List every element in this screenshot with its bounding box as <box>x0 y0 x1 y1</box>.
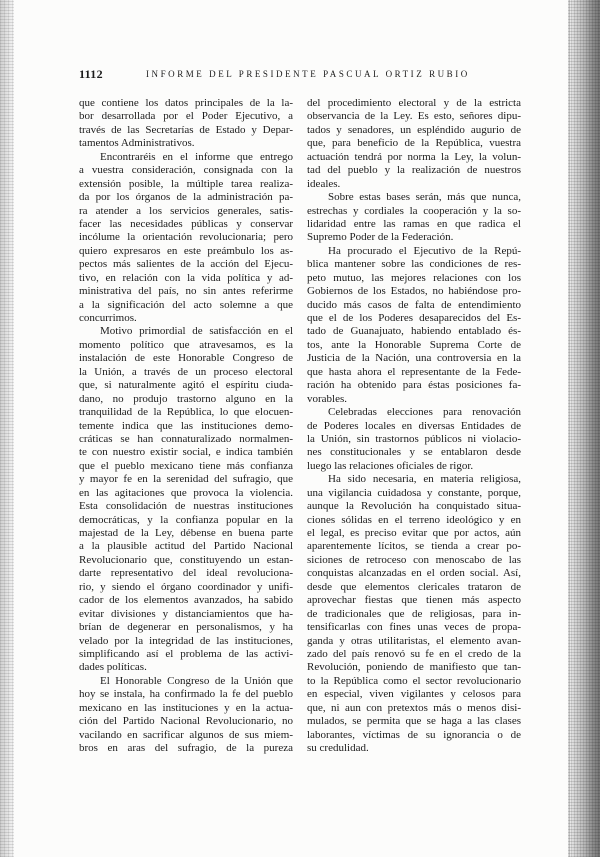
text-line: Esta consolidación de nuestras instituciones <box>79 500 293 513</box>
text-line: quiero expresaros en este preámbulo los as- <box>79 244 293 257</box>
text-line: tados y senadores, un espléndido augurio de <box>307 123 521 136</box>
text-line: evitar divisiones y distanciamientos que ha- <box>79 607 293 620</box>
text-line: de tradicionales que de religiosas, para in- <box>307 607 521 620</box>
text-line: actuación tendrá por norma la Ley, la volun- <box>307 150 521 163</box>
text-line: momento político que atravesamos, es la <box>79 338 293 351</box>
text-line: a la plausible actitud del Partido Nacional <box>79 540 293 553</box>
text-line: que el pueblo mexicano tiene más confianza <box>79 459 293 472</box>
text-line: ciones sólidas en el terreno ideológico y en <box>307 513 521 526</box>
text-line: blica mantener sobre las condiciones de res- <box>307 258 521 271</box>
text-line: majestad de la Ley, débense en buena parte <box>79 527 293 539</box>
text-line: incólume la orientación revolucionaria; pero <box>79 231 293 244</box>
text-line: tado de Guanajuato, habiendo entablado és- <box>307 325 521 338</box>
text-line: ideales. <box>307 177 341 190</box>
paragraph <box>307 97 521 191</box>
text-line: estrechas y cordiales la cooperación y la so- <box>307 204 521 217</box>
text-line: te con nuestro existir social, e indica también <box>79 446 293 459</box>
text-line: una vigilancia cuidadosa y constante, porque, <box>307 486 521 499</box>
text-line: aunque la Revolución ha conquistado situa- <box>307 500 521 513</box>
text-line: darte representativo del ideal revoluciona- <box>79 567 293 580</box>
text-line: luego las relaciones oficiales de rigor. <box>307 459 474 472</box>
text-line: Revolución, poniendo de manifiesto que tan- <box>307 661 521 674</box>
text-line: a la significación del acto solemne a que <box>79 298 293 311</box>
text-line: mexicano en las instituciones y en la actua- <box>79 701 293 714</box>
scan-edge-left <box>0 0 14 857</box>
text-line: ración ha obtenido para éstas posiciones fa- <box>307 379 521 392</box>
text-line: temente indica que las instituciones demo- <box>79 419 293 432</box>
text-line: tranquilidad de la República, lo que elocuen- <box>79 406 293 419</box>
text-line: tivo, en relación con la vida política y ad- <box>79 271 293 284</box>
text-line: rio, y siendo el órgano coordinador y unifi- <box>79 580 293 593</box>
text-line: tad del pueblo y la realización de nuestros <box>307 164 521 177</box>
paragraph <box>307 406 521 473</box>
text-line: la Unión, sin trastornos públicos ni violacio- <box>307 432 521 445</box>
text-line: cador de los elementos avanzados, ha sabido <box>79 594 293 607</box>
text-line: Motivo primordial de satisfacción en el <box>100 325 293 338</box>
text-line: través de las Secretarías de Estado y Depar- <box>79 123 293 136</box>
text-line: aprovechar fiestas que tienen más aspecto <box>307 594 521 607</box>
text-line: dano, no produjo trastorno alguno en la <box>79 392 293 405</box>
text-line: Encontraréis en el informe que entrego <box>100 150 293 163</box>
text-line: ducido más casos de falta de entendimiento <box>307 298 521 311</box>
text-line: en especial, viven vigilantes y celosos para <box>307 688 521 701</box>
text-line: pectos más salientes de la acción del Ejecu- <box>79 258 293 271</box>
text-line: bor desarrollada por el Poder Ejecutivo, a <box>79 110 293 123</box>
text-line: Sobre estas bases serán, más que nunca, <box>328 191 521 204</box>
text-line: que contiene los datos principales de la la- <box>79 97 293 109</box>
text-line: Ha sido necesaria, en materia religiosa, <box>328 473 521 486</box>
text-line: zado del país renovó su fe en el credo de la <box>307 647 521 660</box>
text-line: en las agitaciones que provoca la violencia. <box>79 486 293 499</box>
text-line: tos, ante la Honorable Suprema Corte de <box>307 338 521 351</box>
text-line: Gobiernos de los Estados, no habiéndose pro- <box>307 285 521 298</box>
text-line: Revolucionario que, constituyendo un estan- <box>79 553 293 566</box>
text-line: vorables. <box>307 392 348 405</box>
text-line: mulados, se permita que se haga a las clases <box>307 715 521 728</box>
text-line: conquistas alcanzadas en el orden social. Así, <box>307 567 521 580</box>
text-line: concurrimos. <box>79 312 137 324</box>
text-line: tensificarlas con fines unas veces de propa- <box>307 621 521 634</box>
text-line: de Poderes locales en diversas Entidades de <box>307 419 521 432</box>
text-line: a vuestra consideración, consignada con la <box>79 164 293 177</box>
text-line: dades políticas. <box>79 661 147 674</box>
scan-edge-right <box>568 0 600 857</box>
text-line: siciones de retroceso con menoscabo de las <box>307 553 521 566</box>
paragraph <box>307 473 521 755</box>
paragraph <box>307 245 521 406</box>
text-line: ción del Partido Nacional Revolucionario, no <box>79 715 293 728</box>
text-line: su credulidad. <box>307 742 369 754</box>
text-line: nes constitucionales y se entablaron desde <box>307 446 521 459</box>
text-line: vacilando en sacrificar algunos de sus miem- <box>79 728 293 741</box>
page-number: 1112 <box>79 67 103 81</box>
text-line: aparentemente lícitos, se tienda a crear po- <box>307 540 521 553</box>
scan-edge-line <box>569 0 570 857</box>
text-line: que, para beneficio de la República, vuestra <box>307 137 521 150</box>
paragraph <box>307 191 521 245</box>
text-line: del procedimiento electoral y de la estricta <box>307 97 521 109</box>
text-line: lidaridad entre las ramas en que radica el <box>307 217 521 230</box>
paragraph <box>79 97 293 151</box>
text-line: Supremo Poder de la Federación. <box>307 231 454 244</box>
text-line: da por los órganos de la administración pa- <box>79 191 293 204</box>
text-line: laborantes, víctimas de su ignorancia o de <box>307 728 521 741</box>
text-column-left <box>79 97 293 755</box>
text-line: que hasta ahora el representante de la Fede- <box>307 365 521 378</box>
text-line: tamentos Administrativos. <box>79 137 195 150</box>
text-line: ministrativa del país, no sin antes referirme <box>79 285 293 298</box>
text-line: el legal, es preciso evitar que por actos, aún <box>307 527 521 539</box>
text-line: la Unión, a través de un proceso electoral <box>79 365 293 378</box>
text-line: y mayor fe en la serenidad del sufragio, que <box>79 473 293 486</box>
text-line: simplificando así el problema de las activi- <box>79 647 293 660</box>
text-line: desde que elementos clericales trataron de <box>307 580 521 593</box>
text-line: instalación de este Honorable Congreso de <box>79 352 293 365</box>
text-line: extensión posible, la múltiple tarea realiza- <box>79 177 293 190</box>
text-line: bros en aras del sufragio, de la pureza <box>79 742 293 754</box>
text-line: to la República como el sector revolucionario <box>307 674 521 687</box>
text-line: cráticas se han connaturalizado normalmen- <box>79 432 293 445</box>
text-line: que el de los Poderes desaparecidos del Es- <box>307 312 521 324</box>
running-header-title: INFORME DEL PRESIDENTE PASCUAL ORTIZ RUBIO <box>146 69 470 79</box>
text-line: velado por la integridad de las instituciones, <box>79 634 293 647</box>
text-line: peto mutuo, las mejores relaciones con los <box>307 271 521 284</box>
paragraph <box>79 151 293 326</box>
text-line: ganda y otras utilitaristas, el elemento avan- <box>307 634 521 647</box>
text-line: Celebradas elecciones para renovación <box>328 406 521 419</box>
paragraph <box>79 675 293 756</box>
text-line: que, si naturalmente agitó el espíritu ciuda- <box>79 379 293 392</box>
text-line: hoy se instala, ha confirmado la fe del pueblo <box>79 688 293 701</box>
text-line: ra atender a los servicios generales, satis- <box>79 204 293 217</box>
text-line: democráticas, y la confianza popular en la <box>79 513 293 526</box>
text-line: que, ni aun con pretextos más o menos disi- <box>307 701 521 714</box>
text-line: facer las necesidades públicas y conservar <box>79 217 293 230</box>
text-line: observancia de la Ley. Es esto, señores dipu- <box>307 110 521 123</box>
text-line: Ha procurado el Ejecutivo de la Repú- <box>328 244 521 257</box>
text-line: brían de degenerar en personalismos, y ha <box>79 621 293 634</box>
text-line: El Honorable Congreso de la Unión que <box>100 674 293 687</box>
text-column-right <box>307 97 521 755</box>
text-line: Justicia de la Nación, una controversia en la <box>307 352 521 365</box>
paragraph <box>79 325 293 674</box>
